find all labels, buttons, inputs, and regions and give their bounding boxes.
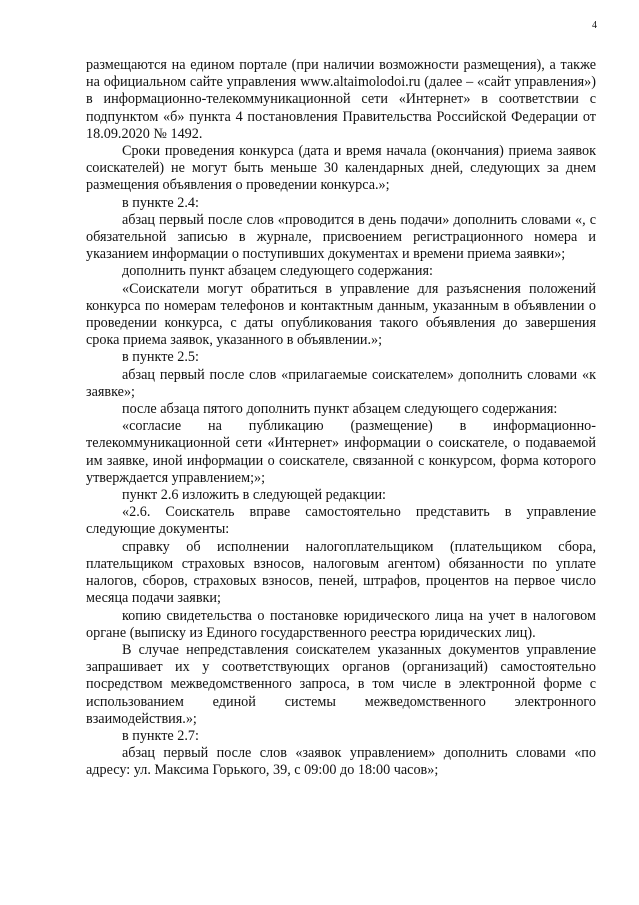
paragraph-6: «Соискатели могут обратиться в управление для разъяснения положений конкурса по номерам телефонов и контактным данным, указанным в объявлении о проведении конкурса, с даты опубликования такого объявления до завершения срока приема заявок, указанного в объявлении.»;: [86, 280, 596, 349]
paragraph-13: справку об исполнении налогоплательщиком (плательщиком сбора, плательщиком страховых взносов, налоговым агентом) обязанности по уплате налогов, сборов, страховых взносов, пеней, штрафов, процентов на первое число месяца подачи заявки;: [86, 538, 596, 607]
paragraph-11: пункт 2.6 изложить в следующей редакции:: [122, 487, 386, 504]
page-number: 4: [592, 20, 597, 31]
paragraph-3: в пункте 2.4:: [122, 194, 199, 211]
paragraph-12: «2.6. Соискатель вправе самостоятельно представить в управление следующие документы:: [86, 504, 596, 538]
paragraph-4: абзац первый после слов «проводится в день подачи» дополнить словами «, с обязательной записью в журнале, присвоением регистрационного номера и указанием информации о поступивших документах и времени приема заявки»;: [86, 211, 596, 263]
paragraph-15: В случае непредставления соискателем указанных документов управление запрашивает их у соответствующих органов (организаций) самостоятельно посредством межведомственного запроса, в том числе в электронной форме с использованием единой системы межведомственного электронного взаимодействия.»;: [86, 641, 596, 727]
paragraph-9: после абзаца пятого дополнить пункт абзацем следующего содержания:: [122, 401, 558, 418]
paragraph-2: Сроки проведения конкурса (дата и время начала (окончания) приема заявок соискателей) не могут быть меньше 30 календарных дней, следующих за днем размещения объявления о проведении конкурса.»;: [86, 143, 596, 194]
paragraph-17: абзац первый после слов «заявок управлением» дополнить словами «по адресу: ул. Максима Горького, 39, с 09:00 до 18:00 часов»;: [86, 745, 596, 779]
paragraph-14: копию свидетельства о постановке юридического лица на учет в налоговом органе (выписку из Единого государственного реестра юридических лиц).: [86, 607, 596, 641]
paragraph-10: «согласие на публикацию (размещение) в информационно-телекоммуникационной сети «Интернет» информации о соискателе, о подаваемой им заявке, иной информации о соискателе, связанной с конкурсом, форма которого утверждается управлением;»;: [86, 418, 596, 486]
paragraph-7: в пункте 2.5:: [122, 349, 199, 366]
paragraph-8: абзац первый после слов «прилагаемые соискателем» дополнить словами «к заявке»;: [86, 366, 596, 400]
paragraph-5: дополнить пункт абзацем следующего содержания:: [122, 263, 433, 280]
paragraph-1: размещаются на едином портале (при наличии возможности размещения), а также на официальном сайте управления www.altaimolodoi.ru (далее – «сайт управления») в информационно-телекоммуникационной сети «Интернет» в соответствии с подпунктом «б» пункта 4 постановления Правительства Российской Федерации от 18.09.2020 № 1492.: [86, 57, 596, 142]
document-body: [86, 57, 596, 780]
paragraph-16: в пункте 2.7:: [122, 727, 199, 744]
